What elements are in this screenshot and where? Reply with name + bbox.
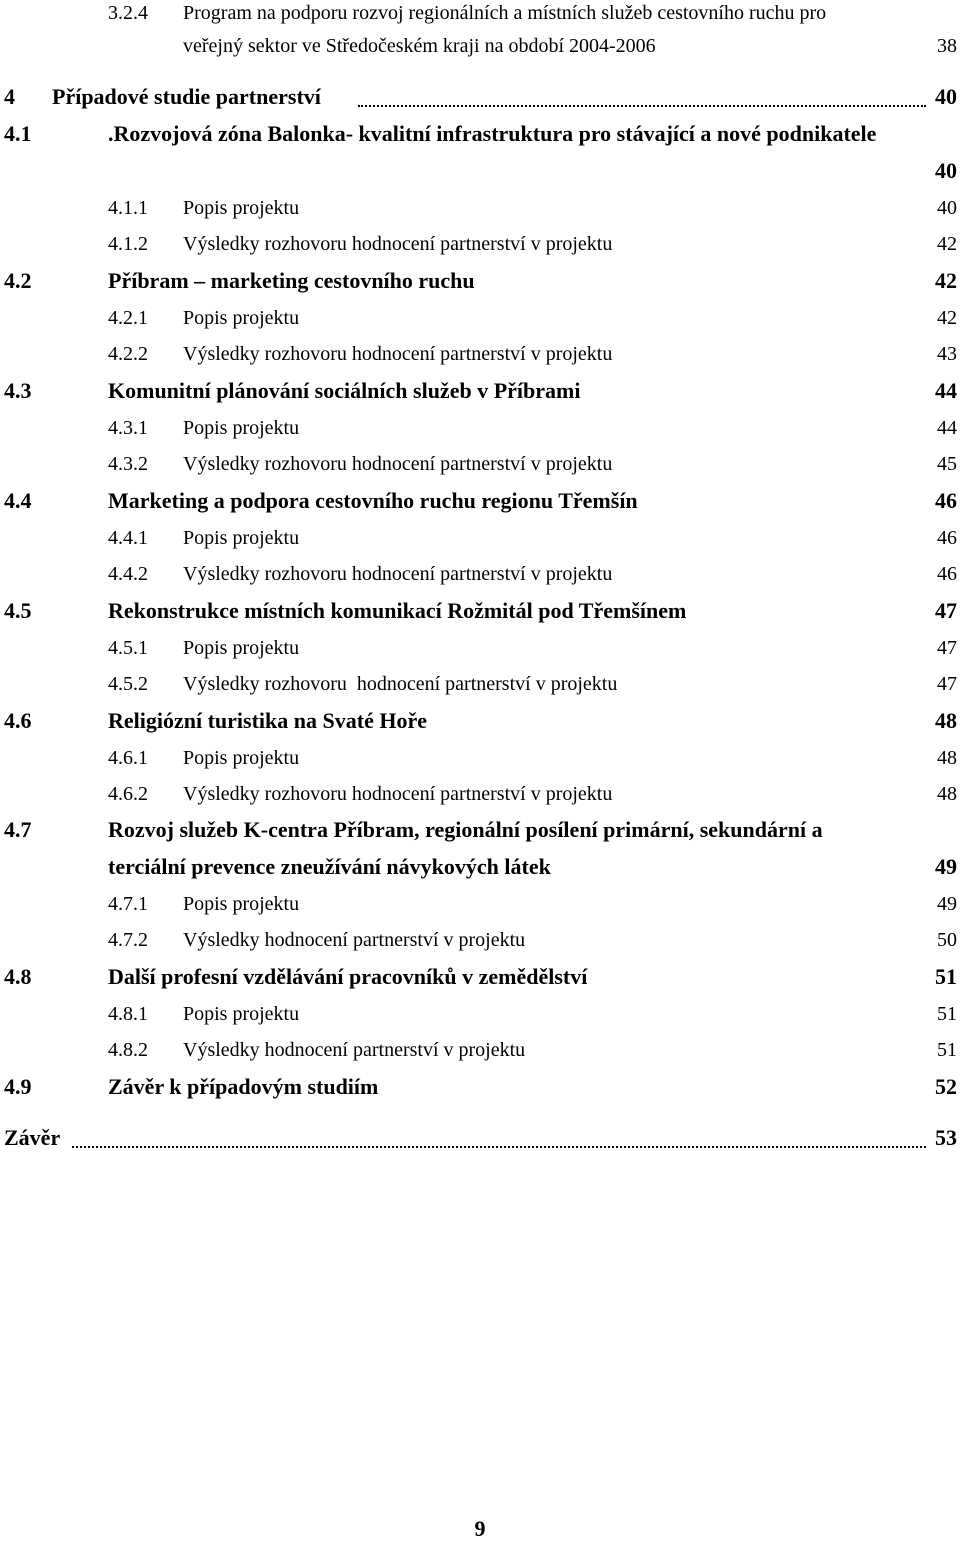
toc-entry-title: Popis projektu	[183, 197, 300, 219]
toc-entry-page: 46	[937, 563, 957, 585]
toc-entry-title: Případové studie partnerství	[52, 84, 321, 109]
toc-entry-4-8-2[interactable]	[0, 1032, 960, 1068]
toc-entry-number: 3.2.4	[108, 2, 148, 24]
toc-entry-4-2-1[interactable]	[0, 300, 960, 336]
toc-entry-page: 46	[937, 527, 957, 549]
toc-entry-number: 4.4.2	[108, 563, 148, 585]
toc-entry-4-1[interactable]	[0, 116, 960, 152]
toc-entry-page: 52	[935, 1074, 957, 1099]
toc-entry-page: 42	[935, 268, 957, 293]
toc-entry-number: 4.5.1	[108, 637, 148, 659]
page-number: 9	[474, 1516, 486, 1541]
toc-entry-title: terciální prevence zneužívání návykových látek	[108, 854, 551, 879]
toc-entry-4-2[interactable]	[0, 263, 960, 299]
toc-entry-4-6-1[interactable]	[0, 740, 960, 776]
toc-entry-4-3-2[interactable]	[0, 446, 960, 482]
toc-entry-number: 4.6	[4, 708, 32, 733]
toc-entry-page: 47	[937, 637, 957, 659]
toc-entry-page: 40	[935, 158, 957, 183]
toc-entry-number: 4.7.2	[108, 929, 148, 951]
toc-entry-4-7-cont[interactable]	[0, 849, 960, 885]
toc-entry-number: 4.3.1	[108, 417, 148, 439]
toc-entry-page: 48	[935, 708, 957, 733]
toc-entry-4-9[interactable]	[0, 1069, 960, 1105]
toc-entry-number: 4.4	[4, 488, 32, 513]
toc-entry-page: 42	[937, 233, 957, 255]
toc-entry-4-7-1[interactable]	[0, 886, 960, 922]
toc-entry-title: Rozvoj služeb K-centra Příbram, regionální posílení primární, sekundární a	[108, 817, 823, 842]
toc-entry-page: 45	[937, 453, 957, 475]
toc-entry-page: 51	[937, 1003, 957, 1025]
toc-entry-number: 4	[4, 84, 15, 109]
toc-entry-4-6-2[interactable]	[0, 776, 960, 812]
toc-entry-title: Marketing a podpora cestovního ruchu regionu Třemšín	[108, 488, 638, 513]
toc-entry-page: 42	[937, 307, 957, 329]
toc-entry-number: 4.9	[4, 1074, 32, 1099]
toc-entry-4-2-2[interactable]	[0, 336, 960, 372]
toc-entry-title: Popis projektu	[183, 527, 300, 549]
toc-entry-3-2-4[interactable]	[0, 0, 960, 31]
toc-entry-page: 50	[937, 929, 957, 951]
toc-entry-number: 4.3	[4, 378, 32, 403]
toc-entry-page: 38	[937, 35, 957, 57]
toc-entry-4-7-2[interactable]	[0, 922, 960, 958]
toc-entry-4-3-1[interactable]	[0, 410, 960, 446]
toc-entry-page: 40	[935, 84, 957, 109]
toc-entry-title: Rekonstrukce místních komunikací Rožmitál pod Třemšínem	[108, 598, 687, 623]
toc-entry-number: 4.1.1	[108, 197, 148, 219]
dot-leader	[358, 105, 926, 107]
toc-entry-page: 49	[935, 854, 957, 879]
toc-entry-page: 43	[937, 343, 957, 365]
toc-entry-title: Závěr k případovým studiím	[108, 1074, 379, 1099]
toc-entry-4-8-1[interactable]	[0, 996, 960, 1032]
toc-entry-number: 4.8	[4, 964, 32, 989]
toc-entry-page: 51	[935, 964, 957, 989]
toc-entry-page: 49	[937, 893, 957, 915]
toc-entry-title: Program na podporu rozvoj regionálních a místních služeb cestovního ruchu pro	[183, 2, 827, 24]
dot-leader	[72, 1146, 926, 1148]
toc-entry-4-1-1[interactable]	[0, 190, 960, 226]
toc-entry-4-8[interactable]	[0, 959, 960, 995]
toc-entry-title: Výsledky rozhovoru hodnocení partnerství v projektu	[183, 233, 613, 255]
toc-entry-title: Výsledky rozhovoru hodnocení partnerství v projektu	[183, 343, 613, 365]
toc-entry-number: 4.6.1	[108, 747, 148, 769]
toc-entry-page: 46	[935, 488, 957, 513]
toc-entry-number: 4.1.2	[108, 233, 148, 255]
toc-entry-number: 4.8.1	[108, 1003, 148, 1025]
toc-entry-4-3[interactable]	[0, 373, 960, 409]
toc-entry-3-2-4-cont[interactable]	[0, 28, 960, 64]
toc-entry-number: 4.7.1	[108, 893, 148, 915]
toc-entry-number: 4.5	[4, 598, 32, 623]
toc-entry-page: 47	[935, 598, 957, 623]
toc-entry-title: Popis projektu	[183, 637, 300, 659]
toc-entry-number: 4.6.2	[108, 783, 148, 805]
toc-entry-title: Religiózní turistika na Svaté Hoře	[108, 708, 427, 733]
toc-entry-4-5-1[interactable]	[0, 630, 960, 666]
toc-entry-4-6[interactable]	[0, 703, 960, 739]
toc-entry-title: Popis projektu	[183, 307, 300, 329]
toc-entry-number: 4.1	[4, 121, 32, 146]
toc-entry-number: 4.8.2	[108, 1039, 148, 1061]
toc-entry-4-1-2[interactable]	[0, 226, 960, 262]
toc-entry-title: Výsledky rozhovoru hodnocení partnerství v projektu	[183, 453, 613, 475]
toc-entry-4-1-page	[0, 153, 960, 189]
toc-entry-title: Popis projektu	[183, 747, 300, 769]
toc-entry-4[interactable]	[0, 79, 960, 115]
toc-entry-title: Závěr	[4, 1125, 61, 1150]
toc-entry-title: Popis projektu	[183, 417, 300, 439]
toc-entry-4-4-1[interactable]	[0, 520, 960, 556]
toc-entry-4-5-2[interactable]	[0, 666, 960, 702]
toc-entry-title: veřejný sektor ve Středočeském kraji na období 2004-2006	[183, 35, 656, 57]
toc-entry-title: .Rozvojová zóna Balonka- kvalitní infrastruktura pro stávající a nové podnikatele	[108, 121, 877, 146]
toc-entry-title: Výsledky rozhovoru hodnocení partnerství v projektu	[183, 783, 613, 805]
toc-entry-title: Další profesní vzdělávání pracovníků v zemědělství	[108, 964, 588, 989]
toc-entry-title: Příbram – marketing cestovního ruchu	[108, 268, 475, 293]
toc-entry-number: 4.4.1	[108, 527, 148, 549]
toc-entry-zaver[interactable]	[0, 1120, 960, 1156]
toc-entry-page: 53	[935, 1125, 957, 1150]
toc-entry-number: 4.2.1	[108, 307, 148, 329]
toc-entry-title: Popis projektu	[183, 1003, 300, 1025]
toc-entry-4-7[interactable]	[0, 812, 960, 848]
toc-entry-number: 4.3.2	[108, 453, 148, 475]
toc-entry-page: 44	[935, 378, 957, 403]
toc-entry-number: 4.2.2	[108, 343, 148, 365]
toc-entry-number: 4.5.2	[108, 673, 148, 695]
toc-entry-title: Komunitní plánování sociálních služeb v Příbrami	[108, 378, 581, 403]
toc-entry-title: Výsledky hodnocení partnerství v projektu	[183, 1039, 526, 1061]
toc-entry-number: 4.2	[4, 268, 32, 293]
toc-entry-page: 47	[937, 673, 957, 695]
toc-entry-4-5[interactable]	[0, 593, 960, 629]
toc-entry-4-4[interactable]	[0, 483, 960, 519]
toc-entry-page: 48	[937, 747, 957, 769]
toc-entry-page: 40	[937, 197, 957, 219]
toc-entry-4-4-2[interactable]	[0, 556, 960, 592]
toc-entry-number: 4.7	[4, 817, 32, 842]
toc-entry-title: Výsledky rozhovoru hodnocení partnerství v projektu	[183, 563, 613, 585]
toc-entry-title: Popis projektu	[183, 893, 300, 915]
toc-entry-title: Výsledky hodnocení partnerství v projektu	[183, 929, 526, 951]
toc-entry-page: 44	[937, 417, 957, 439]
toc-entry-page: 51	[937, 1039, 957, 1061]
toc-entry-title: Výsledky rozhovoru hodnocení partnerství v projektu	[183, 673, 618, 695]
toc-entry-page: 48	[937, 783, 957, 805]
